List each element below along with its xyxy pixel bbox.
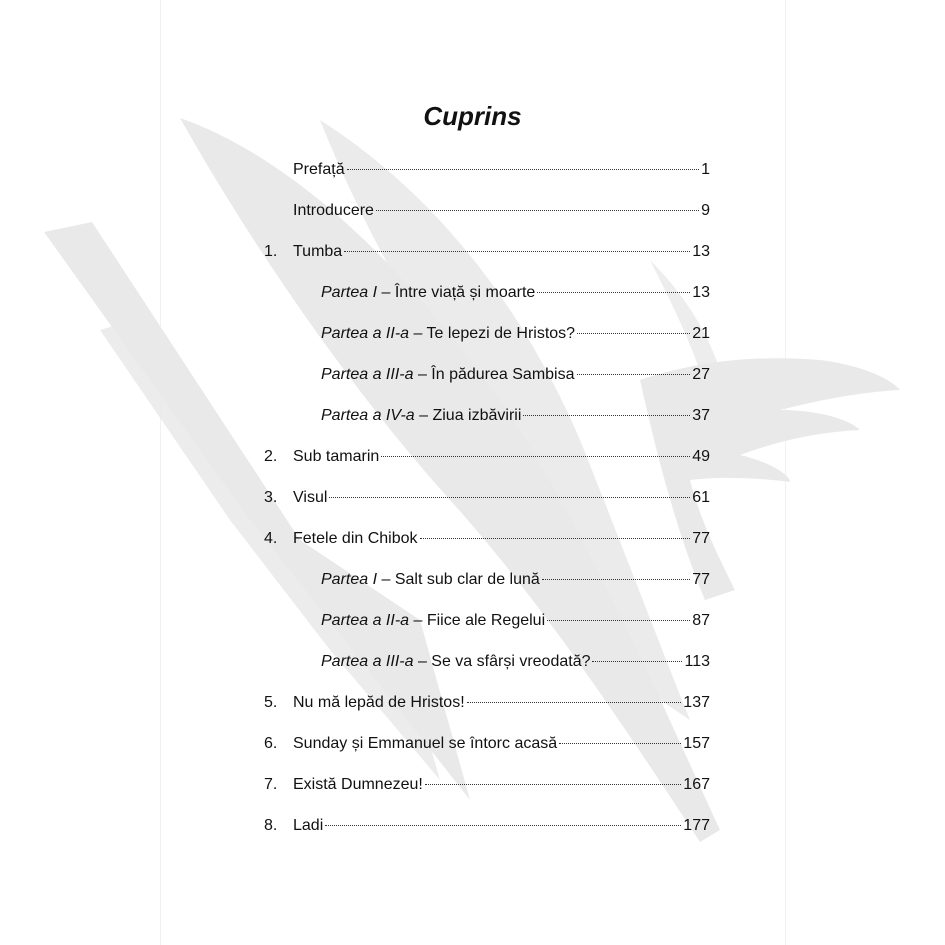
toc-part-1-2[interactable] [321,323,710,345]
toc-part-4-1[interactable] [321,569,710,591]
dot-leader [344,251,690,252]
chapter-number: 1. [264,243,278,260]
part-label: Partea a IV-a [321,407,415,424]
toc-entry-label: Nu mă lepăd de Hristos! [293,694,465,711]
toc-part-4-2[interactable] [321,610,710,632]
dot-leader [376,210,699,211]
dot-leader [577,333,690,334]
dot-leader [542,579,690,580]
part-label: Partea a II-a [321,325,410,342]
toc-entry-label [321,569,540,591]
part-label: Partea I [321,571,378,588]
toc-entry-label: Fetele din Chibok [293,530,418,547]
chapter-number: 4. [264,530,278,547]
toc-entry-label [321,323,575,345]
toc-page-number: 167 [683,776,710,793]
toc-part-1-3[interactable] [321,364,710,386]
part-title: – Între viață și moarte [377,284,536,301]
chapter-number: 6. [264,735,278,752]
toc-page-number: 37 [692,407,710,424]
part-title: – Ziua izbăvirii [414,407,522,424]
toc-chapter-8[interactable] [264,815,710,837]
toc-page-number: 1 [701,161,710,178]
toc-chapter-5[interactable] [264,692,710,714]
dot-leader [420,538,691,539]
toc-entry-label [321,610,545,632]
part-label: Partea I [321,284,378,301]
dot-leader [592,661,682,662]
chapter-number: 5. [264,694,278,711]
toc-entry-label [321,405,521,427]
part-title: – În pădurea Sambisa [413,366,575,383]
chapter-number: 7. [264,776,278,793]
toc-entry-label: Ladi [293,817,324,834]
dot-leader [347,169,700,170]
toc-page-number: 77 [692,571,710,588]
toc-part-1-4[interactable] [321,405,710,427]
dot-leader [547,620,690,621]
toc-chapter-3[interactable] [264,487,710,509]
toc-page-number: 137 [683,694,710,711]
toc-entry-label: Introducere [293,202,374,219]
part-label: Partea a II-a [321,612,410,629]
dot-leader [537,292,690,293]
toc-page-number: 177 [683,817,710,834]
part-title: – Fiice ale Regelui [409,612,546,629]
toc-chapter-7[interactable] [264,774,710,796]
dot-leader [329,497,690,498]
dot-leader [559,743,681,744]
toc-entry-label: Prefață [293,161,345,178]
toc-page-number: 21 [692,325,710,342]
chapter-number: 3. [264,489,278,506]
toc-entry-label: Visul [293,489,328,506]
chapter-number: 8. [264,817,278,834]
dot-leader [577,374,691,375]
toc-entry-label: Tumba [293,243,343,260]
part-label: Partea a III-a [321,653,414,670]
toc-entry-label [321,651,590,673]
toc-page-number: 13 [692,284,710,301]
toc-entry-introducere[interactable] [293,200,710,222]
toc-page-number: 77 [692,530,710,547]
part-title: – Te lepezi de Hristos? [409,325,576,342]
dot-leader [425,784,681,785]
toc-page-number: 9 [701,202,710,219]
toc-page-number: 157 [683,735,710,752]
toc-chapter-6[interactable] [264,733,710,755]
dot-leader [467,702,682,703]
chapter-number: 2. [264,448,278,465]
toc-entry-label: Sunday și Emmanuel se întorc acasă [293,735,558,752]
toc-entry-label: Sub tamarin [293,448,380,465]
toc-part-4-3[interactable] [321,651,710,673]
toc-chapter-1[interactable] [264,241,710,263]
toc-entry-label [321,364,575,386]
dot-leader [325,825,681,826]
toc-entry-prefata[interactable] [293,159,710,181]
part-label: Partea a III-a [321,366,414,383]
dot-leader [381,456,690,457]
toc-entry-label: Există Dumnezeu! [293,776,423,793]
dot-leader [523,415,690,416]
toc-chapter-2[interactable] [264,446,710,468]
toc-part-1-1[interactable] [321,282,710,304]
toc-page-number: 27 [692,366,710,383]
part-title: – Se va sfârși vreodată? [413,653,591,670]
toc-page-number: 61 [692,489,710,506]
toc-page-number: 87 [692,612,710,629]
toc-page-number: 113 [684,653,710,670]
toc-entry-label [321,282,535,304]
page-title: Cuprins [423,101,522,131]
toc-page-number: 13 [692,243,710,260]
toc-chapter-4[interactable] [264,528,710,550]
part-title: – Salt sub clar de lună [377,571,540,588]
toc-page-number: 49 [692,448,710,465]
